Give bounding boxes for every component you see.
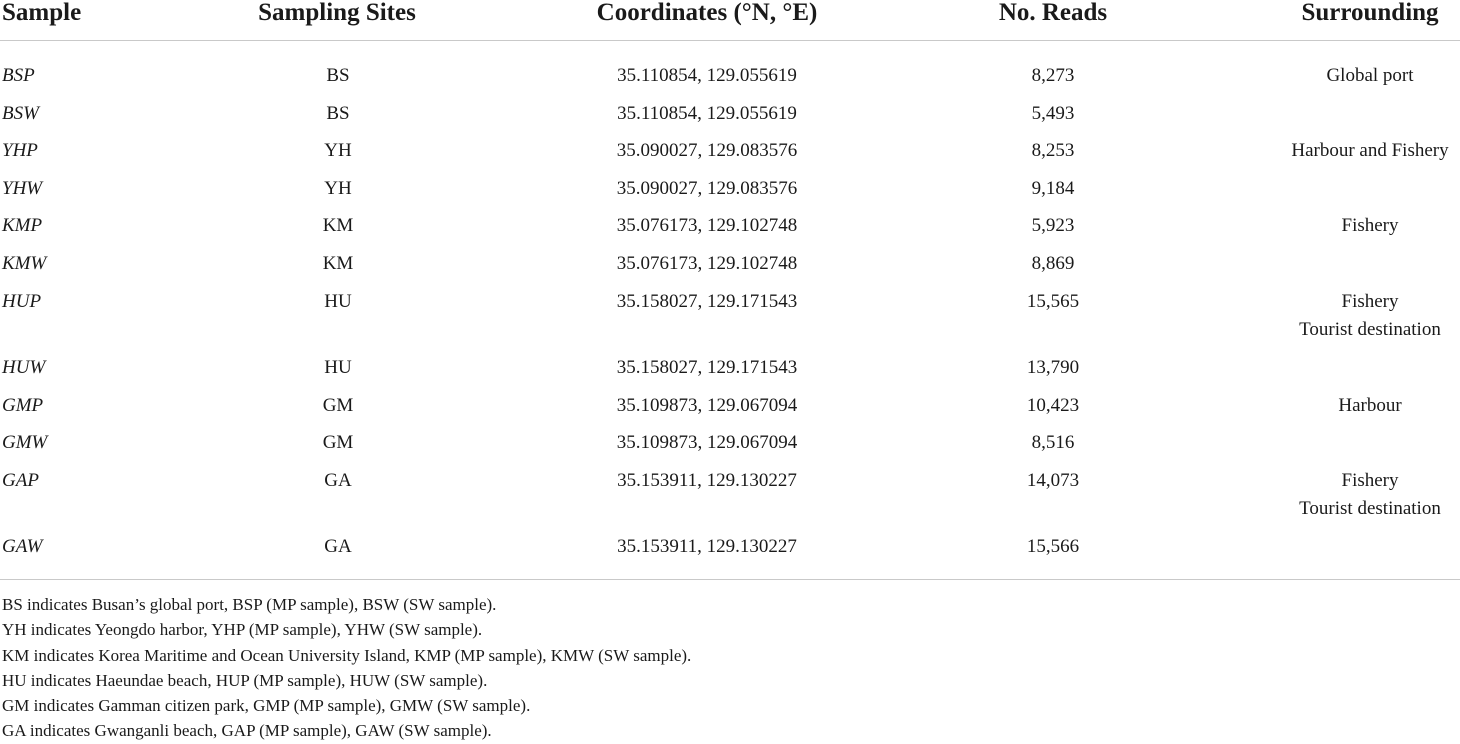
cell-sample: KMP xyxy=(2,215,43,237)
header-sample: Sample xyxy=(2,0,82,26)
surrounding-line: Tourist destination xyxy=(1299,497,1441,519)
cell-sampling-site: GM xyxy=(322,432,354,454)
table-row xyxy=(0,190,1460,237)
cell-sample: BSW xyxy=(2,102,39,124)
cell-sample: KMW xyxy=(2,252,47,274)
table-row xyxy=(0,228,1460,274)
cell-coordinates: 35.110854, 129.055619 xyxy=(617,102,797,124)
cell-sampling-site: GA xyxy=(324,469,352,491)
cell-no-reads: 5,923 xyxy=(1031,215,1075,237)
cell-no-reads: 8,516 xyxy=(1031,432,1075,454)
table-row xyxy=(0,370,1460,416)
cell-sampling-site: YH xyxy=(324,140,352,162)
cell-coordinates: 35.158027, 129.171543 xyxy=(616,357,798,379)
cell-sample: GMW xyxy=(2,432,48,454)
cell-sample: HUP xyxy=(2,290,42,312)
cell-no-reads: 8,273 xyxy=(1031,65,1075,86)
cell-coordinates: 35.090027, 129.083576 xyxy=(616,177,798,199)
cell-no-reads: 8,869 xyxy=(1031,252,1075,274)
table-row xyxy=(0,78,1460,124)
header-sampling-sites: Sampling Sites xyxy=(258,0,416,26)
cell-no-reads: 15,565 xyxy=(1026,290,1080,312)
table-bottom-rule xyxy=(0,579,1460,580)
cell-sample: GAP xyxy=(2,469,39,491)
cell-coordinates: 35.158027, 129.171543 xyxy=(616,290,798,312)
footnote: GA indicates Gwanganli beach, GAP (MP sample), GAW (SW sample). xyxy=(2,721,492,741)
cell-coordinates: 35.076173, 129.102748 xyxy=(616,252,798,274)
cell-coordinates: 35.110854, 129.055619 xyxy=(617,65,797,86)
surrounding-line: Fishery xyxy=(1341,215,1399,237)
cell-sampling-site: KM xyxy=(322,252,354,274)
cell-coordinates: 35.109873, 129.067094 xyxy=(616,432,798,454)
table-row xyxy=(0,511,1460,558)
cell-sample: BSP xyxy=(2,65,35,86)
footnote: BS indicates Busan’s global port, BSP (MP sample), BSW (SW sample). xyxy=(2,595,497,614)
cell-no-reads: 5,493 xyxy=(1031,102,1075,124)
table-row xyxy=(0,445,1460,519)
surrounding-line: Fishery xyxy=(1341,469,1399,491)
cell-no-reads: 15,566 xyxy=(1026,536,1080,558)
surrounding-line: Harbour xyxy=(1338,394,1402,416)
header-coordinates: Coordinates (°N, °E) xyxy=(596,0,818,26)
surrounding-line: Harbour and Fishery xyxy=(1291,140,1449,162)
footnote: KM indicates Korea Maritime and Ocean University Island, KMP (MP sample), KMW (SW sample). xyxy=(2,645,692,665)
cell-coordinates: 35.153911, 129.130227 xyxy=(617,536,797,558)
cell-coordinates: 35.076173, 129.102748 xyxy=(616,215,798,237)
cell-no-reads: 9,184 xyxy=(1031,177,1075,199)
table-row xyxy=(0,40,1460,86)
surrounding-line: Fishery xyxy=(1341,290,1399,312)
cell-no-reads: 14,073 xyxy=(1026,469,1080,491)
table-row xyxy=(0,407,1460,454)
footnote: GM indicates Gamman citizen park, GMP (MP sample), GMW (SW sample). xyxy=(2,696,531,716)
cell-no-reads: 8,253 xyxy=(1031,140,1075,162)
cell-sampling-site: BS xyxy=(326,65,350,86)
cell-sampling-site: HU xyxy=(324,357,352,379)
cell-sample: HUW xyxy=(2,357,46,379)
cell-sampling-site: GM xyxy=(322,394,354,416)
header-no-reads: No. Reads xyxy=(998,0,1108,26)
table-row xyxy=(0,153,1460,199)
cell-sampling-site: YH xyxy=(324,177,352,199)
cell-sample: YHP xyxy=(2,140,38,162)
footnote: HU indicates Haeundae beach, HUP (MP sample), HUW (SW sample). xyxy=(2,670,488,690)
cell-coordinates: 35.109873, 129.067094 xyxy=(616,394,798,416)
cell-sampling-site: KM xyxy=(322,215,354,237)
surrounding-line: Tourist destination xyxy=(1299,318,1441,340)
cell-sample: YHW xyxy=(2,177,43,199)
table-row xyxy=(0,266,1460,340)
header-surrounding: Surrounding xyxy=(1301,0,1439,26)
table-header xyxy=(0,0,1460,41)
cell-sample: GMP xyxy=(2,394,44,416)
cell-sampling-site: HU xyxy=(324,290,352,312)
table-footnotes xyxy=(2,592,1442,744)
cell-sampling-site: GA xyxy=(324,536,352,558)
surrounding-line: Global port xyxy=(1326,65,1414,86)
table-body xyxy=(0,40,1460,558)
cell-sampling-site: BS xyxy=(326,102,350,124)
cell-no-reads: 10,423 xyxy=(1026,394,1080,416)
cell-coordinates: 35.153911, 129.130227 xyxy=(617,469,797,491)
cell-coordinates: 35.090027, 129.083576 xyxy=(616,140,798,162)
table-row xyxy=(0,332,1460,379)
footnote: YH indicates Yeongdo harbor, YHP (MP sample), YHW (SW sample). xyxy=(2,620,483,640)
cell-no-reads: 13,790 xyxy=(1026,357,1080,379)
cell-sample: GAW xyxy=(2,536,43,558)
table-row xyxy=(0,115,1460,162)
